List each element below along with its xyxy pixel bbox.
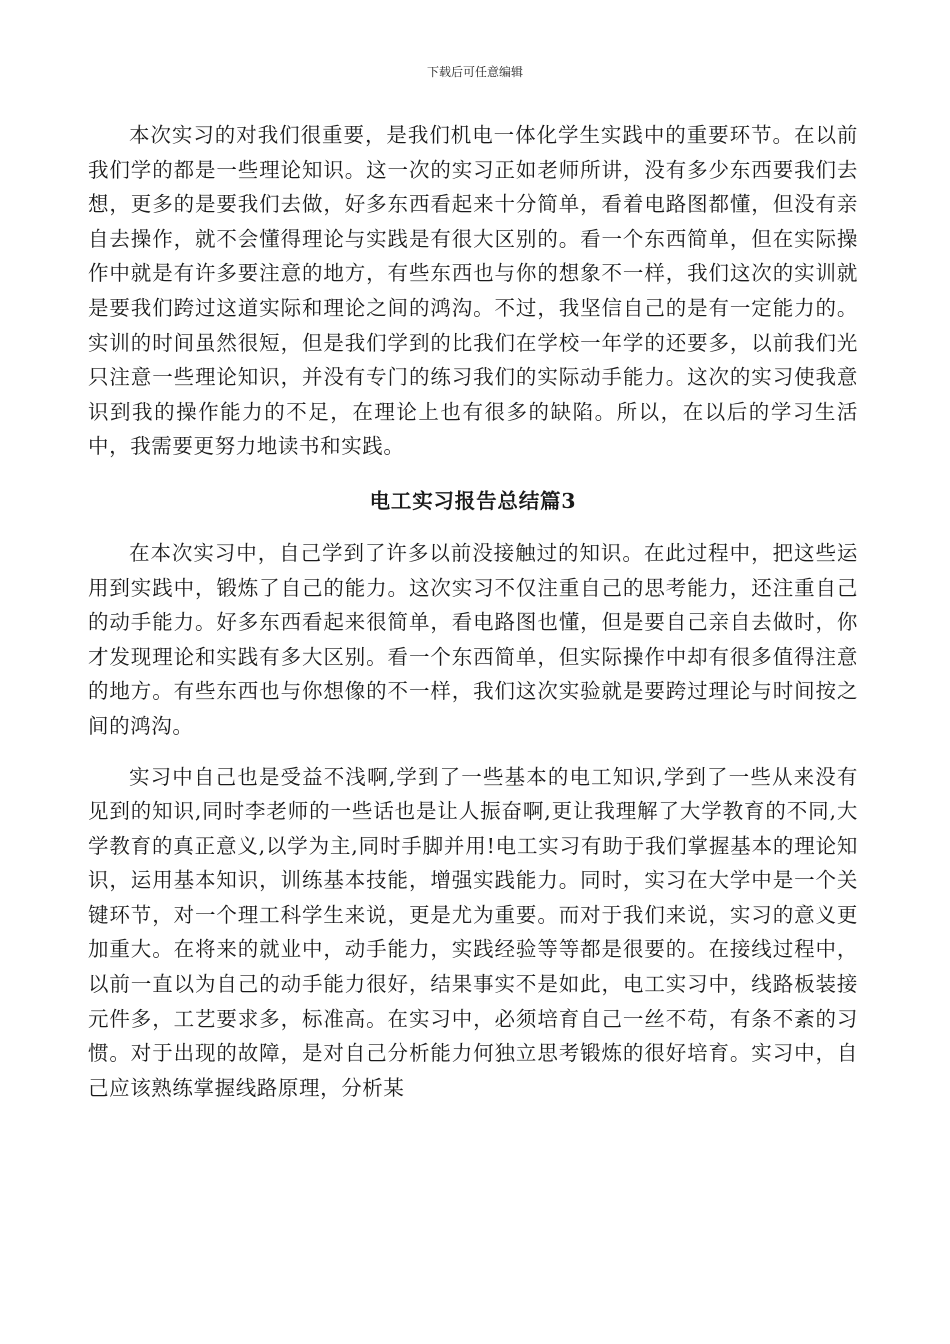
page-header: 下载后可任意编辑 xyxy=(426,65,523,79)
paragraph-gap xyxy=(88,744,858,760)
paragraph-section-1: 在本次实习中，自己学到了许多以前没接触过的知识。在此过程中，把这些运用到实践中，锻炼了自己的能力。这次实习不仅注重自己的思考能力，还注重自己的动手能力。好多东西看起来很简单，看电路图也懂，但是要自己亲自去做时，你才发现理论和实践有多大区别。看一个东西简单，但实际操作中却有很多值得注意的地方。有些东西也与你想像的不一样，我们这次实验就是要跨过理论与时间按之间的鸿沟。 xyxy=(88,540,858,738)
section-title: 电工实习报告总结篇3 xyxy=(369,488,577,513)
paragraph-section-2: 实习中自己也是受益不浅啊,学到了一些基本的电工知识,学到了一些从来没有见到的知识,同时李老师的一些话也是让人振奋啊,更让我理解了大学教育的不同,大学教育的真正意义,以学为主,同时手脚并用!电工实习有助于我们掌握基本的理论知识，运用基本知识，训练基本技能，增强实践能力。同时，实习在大学中是一个关键环节，对一个理工科学生来说，更是尤为重要。而对于我们来说，实习的意义更加重大。在将来的就业中，动手能力，实践经验等等都是很要的。在接线过程中，以前一直以为自己的动手能力很好，结果事实不是如此，电工实习中，线路板装接元件多，工艺要求多，标准高。在实习中，必须培育自己一丝不苟，有条不紊的习惯。对于出现的故障，是对自己分析能力何独立思考锻炼的很好培育。实习中，自己应该熟练掌握线路原理，分析某 xyxy=(88,764,858,1100)
paragraph-intro: 本次实习的对我们很重要，是我们机电一体化学生实践中的重要环节。在以前我们学的都是一些理论知识。这一次的实习正如老师所讲，没有多少东西要我们去想，更多的是要我们去做，好多东西看起来十分简单，看着电路图都懂，但没有亲自去操作，就不会懂得理论与实践是有很大区别的。看一个东西简单，但在实际操作中就是有许多要注意的地方，有些东西也与你的想象不一样，我们这次的实训就是要我们跨过这道实际和理论之间的鸿沟。不过，我坚信自己的是有一定能力的。 实训的时间虽然很短，但是我们学到的比我们在学校一年学的还要多，以前我们光只注意一些理论知识，并没有专门的练习我们的实际动手能力。这次的实习使我意识到我的操作能力的不足，在理论上也有很多的缺陷。所以，在以后的学习生活中，我需要更努力地读书和实践。 xyxy=(88,123,858,459)
document-body xyxy=(88,118,858,1105)
